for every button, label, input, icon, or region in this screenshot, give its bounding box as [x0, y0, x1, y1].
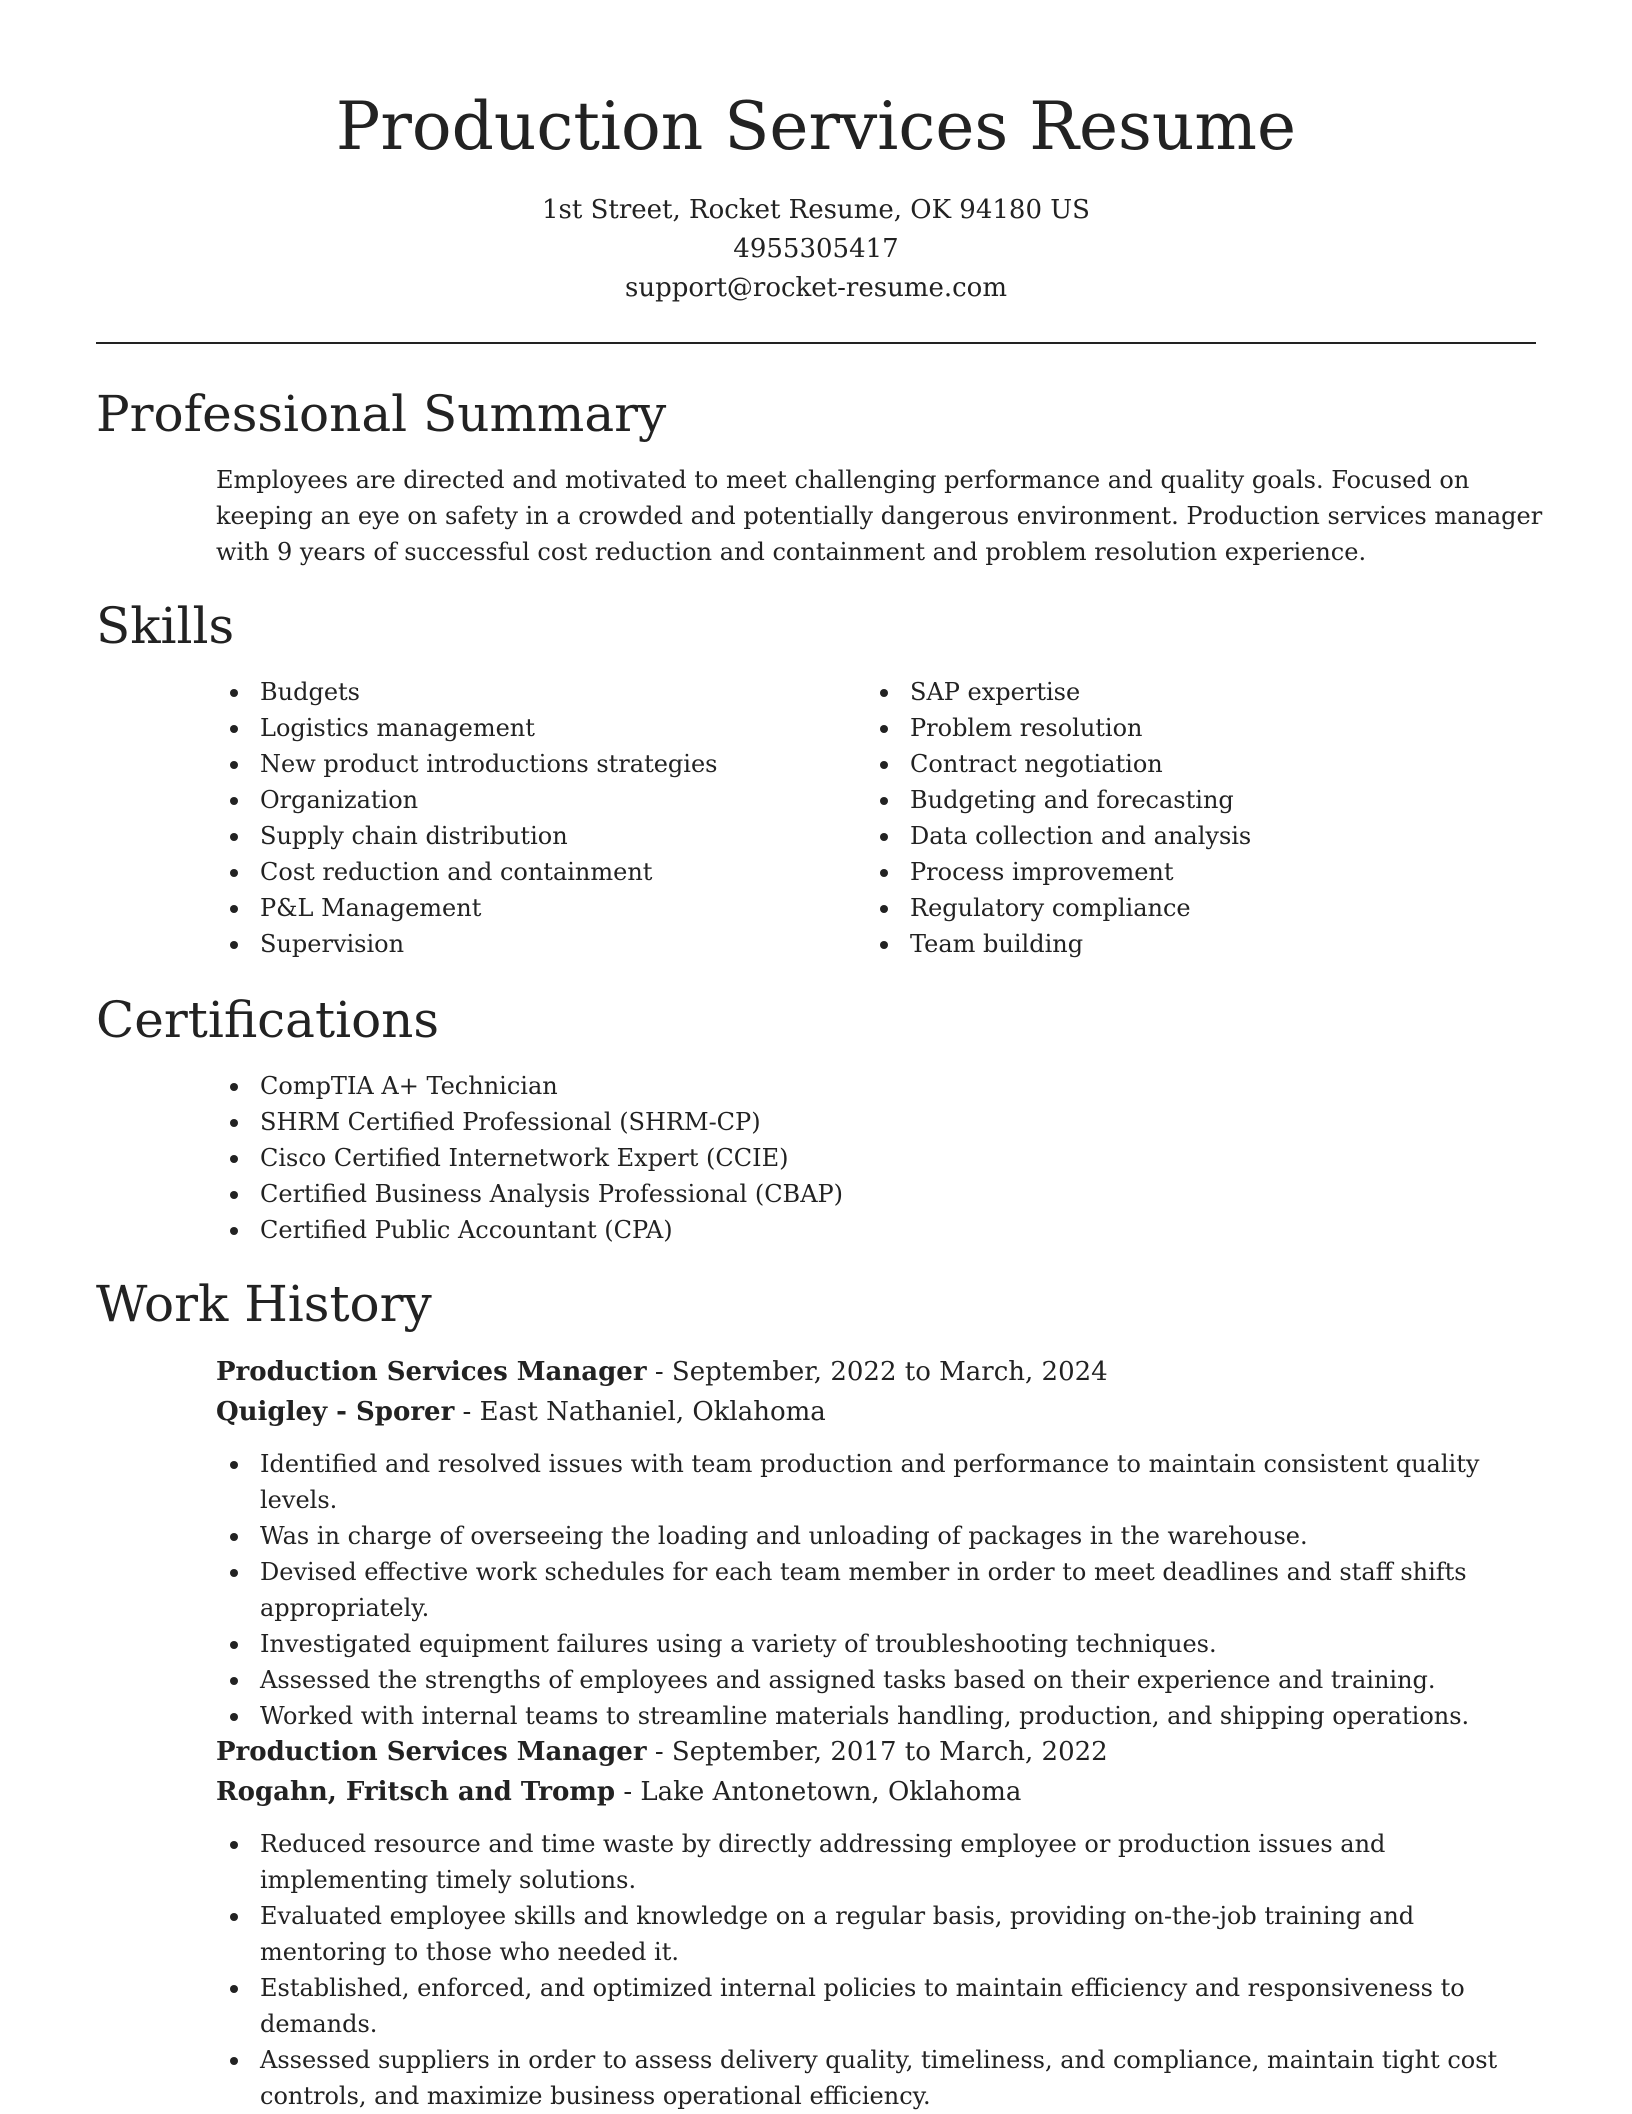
summary-text: Employees are directed and motivated to meet challenging performance and quality goals. Focused on keeping an eye on safety in a crowded and potentially dangerous environment. Production services manager with 9 years of successful cost reduction and containment and problem resolution experience.	[216, 466, 1543, 566]
job-bullet: Worked with internal teams to streamline materials handling, production, and shipping operations.	[216, 1698, 1546, 1734]
skill-item: Budgets	[216, 674, 836, 710]
job-title: Production Services Manager	[216, 1737, 647, 1767]
skill-item: Regulatory compliance	[866, 890, 1526, 926]
skill-item: Process improvement	[866, 854, 1526, 890]
skill-item: Data collection and analysis	[866, 818, 1526, 854]
job-dates: - September, 2017 to March, 2022	[646, 1737, 1108, 1767]
certification-item: SHRM Certified Professional (SHRM-CP)	[216, 1104, 1536, 1140]
certifications-list	[216, 1068, 1536, 1248]
job-2-company-line	[216, 1772, 1536, 1812]
job-bullet: Established, enforced, and optimized internal policies to maintain efficiency and responsiveness to demands.	[216, 1970, 1546, 2042]
job-2-title-line	[216, 1732, 1536, 1772]
certifications-heading: Certifications	[96, 991, 440, 1049]
certification-item: Cisco Certified Internetwork Expert (CCIE)	[216, 1140, 1536, 1176]
skills-heading: Skills	[96, 597, 235, 655]
header-divider	[96, 342, 1536, 344]
job-bullet: Was in charge of overseeing the loading and unloading of packages in the warehouse.	[216, 1518, 1546, 1554]
skills-list-left	[216, 674, 836, 962]
work-history-heading: Work History	[96, 1275, 432, 1333]
job-dates: - September, 2022 to March, 2024	[646, 1357, 1108, 1387]
skill-item: P&L Management	[216, 890, 836, 926]
job-bullet: Identified and resolved issues with team production and performance to maintain consistent quality levels.	[216, 1446, 1546, 1518]
certification-item: Certified Public Accountant (CPA)	[216, 1212, 1536, 1248]
skill-item: Supervision	[216, 926, 836, 962]
summary-heading: Professional Summary	[96, 385, 667, 443]
skill-item: Team building	[866, 926, 1526, 962]
job-1-company-line	[216, 1392, 1536, 1432]
job-bullet: Investigated equipment failures using a variety of troubleshooting techniques.	[216, 1626, 1546, 1662]
skills-list-right	[866, 674, 1526, 962]
job-1-bullets	[216, 1446, 1546, 1734]
skill-item: Logistics management	[216, 710, 836, 746]
job-location: - East Nathaniel, Oklahoma	[454, 1397, 826, 1427]
skill-item: SAP expertise	[866, 674, 1526, 710]
skill-item: Cost reduction and containment	[216, 854, 836, 890]
skill-item: Contract negotiation	[866, 746, 1526, 782]
certification-item: CompTIA A+ Technician	[216, 1068, 1536, 1104]
contact-phone: 4955305417	[733, 234, 899, 264]
skill-item: Organization	[216, 782, 836, 818]
contact-address: 1st Street, Rocket Resume, OK 94180 US	[541, 195, 1090, 225]
resume-title: Production Services Resume	[335, 88, 1297, 165]
skill-item: Problem resolution	[866, 710, 1526, 746]
job-bullet: Assessed suppliers in order to assess delivery quality, timeliness, and compliance, maintain tight cost controls, and maximize business operational efficiency.	[216, 2042, 1546, 2114]
skill-item: New product introductions strategies	[216, 746, 836, 782]
job-bullet: Reduced resource and time waste by directly addressing employee or production issues and implementing timely solutions.	[216, 1826, 1546, 1898]
job-title: Production Services Manager	[216, 1357, 647, 1387]
job-company: Rogahn, Fritsch and Tromp	[216, 1777, 616, 1807]
job-bullet: Devised effective work schedules for each team member in order to meet deadlines and staff shifts appropriately.	[216, 1554, 1546, 1626]
job-1-title-line	[216, 1352, 1536, 1392]
job-location: - Lake Antonetown, Oklahoma	[615, 1777, 1022, 1807]
job-bullet: Evaluated employee skills and knowledge on a regular basis, providing on-the-job training and mentoring to those who needed it.	[216, 1898, 1546, 1970]
job-bullet: Assessed the strengths of employees and assigned tasks based on their experience and training.	[216, 1662, 1546, 1698]
skill-item: Supply chain distribution	[216, 818, 836, 854]
certification-item: Certified Business Analysis Professional (CBAP)	[216, 1176, 1536, 1212]
job-2-bullets	[216, 1826, 1546, 2114]
contact-email: support@rocket-resume.com	[624, 273, 1007, 303]
skill-item: Budgeting and forecasting	[866, 782, 1526, 818]
job-company: Quigley - Sporer	[216, 1397, 455, 1427]
